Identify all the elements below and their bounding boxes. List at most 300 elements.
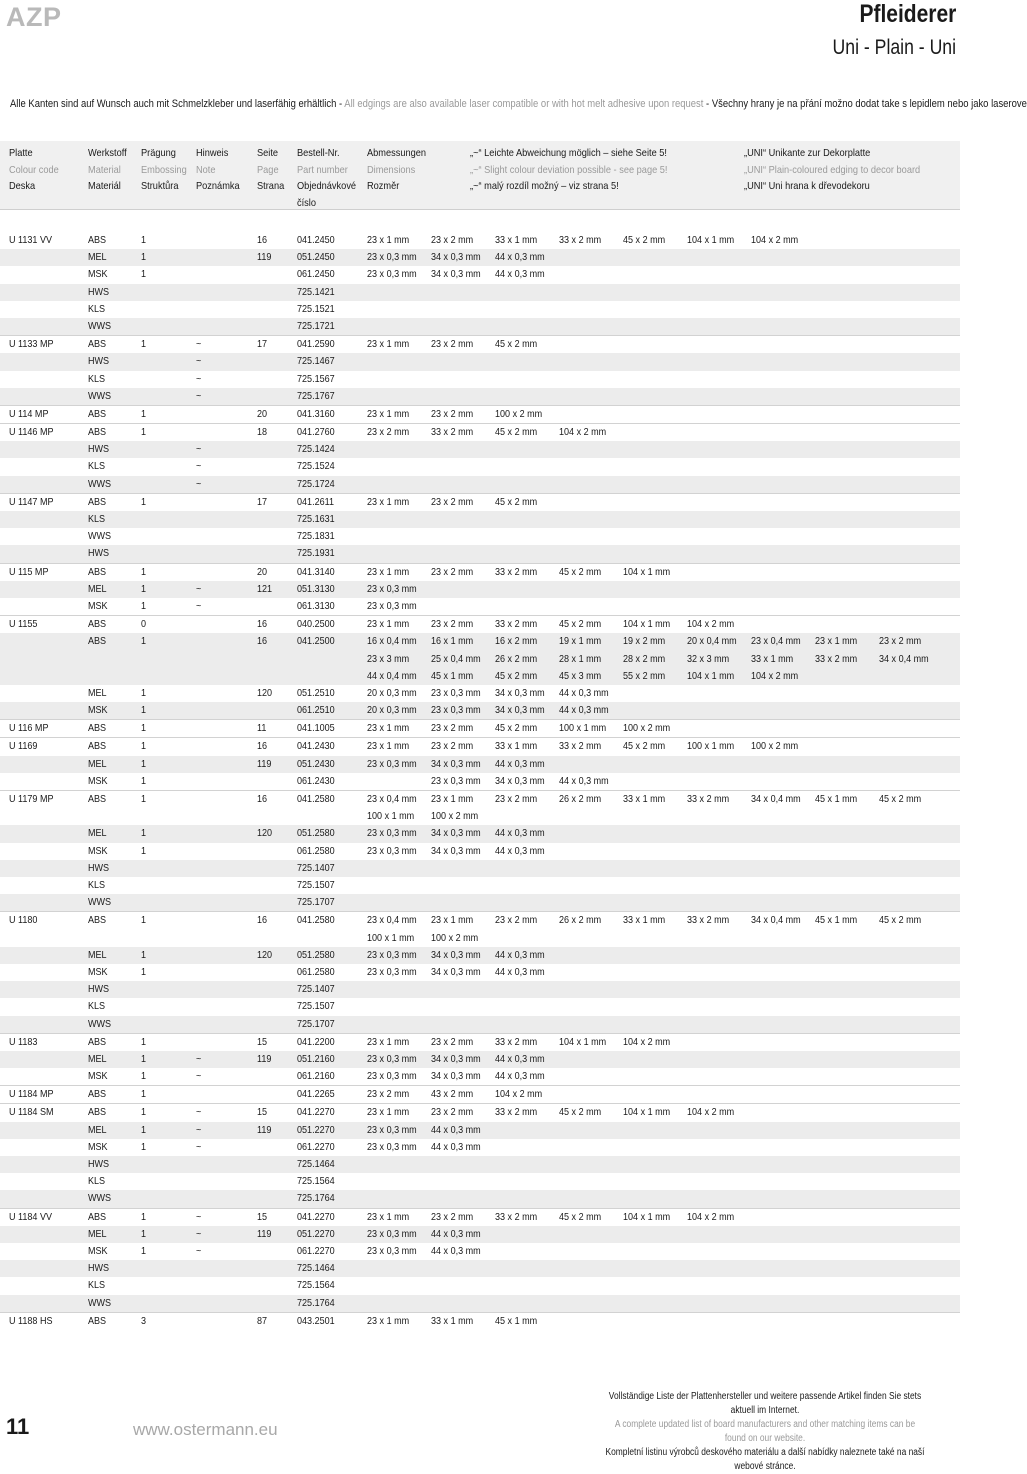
cell-dimension: 45 x 2 mm — [559, 565, 602, 578]
cell-dimension: 23 x 0,3 mm — [367, 582, 417, 595]
cell-colour-code: U 116 MP — [9, 722, 49, 735]
cell-colour-code: U 1188 HS — [9, 1314, 53, 1327]
note-cz: - Všechny hrany je na přání možno dodat take s lepidlem nebo jako laserove — [703, 98, 1027, 110]
cell-embossing: 1 — [141, 495, 147, 508]
cell-embossing: 1 — [141, 1227, 147, 1240]
cell-dimension: 23 x 1 mm — [367, 1035, 410, 1048]
cell-colour-code: U 114 MP — [9, 407, 49, 420]
cell-dimension: 26 x 2 mm — [559, 914, 602, 927]
cell-colour-code: U 1179 MP — [9, 793, 54, 806]
cell-note: ~ — [196, 355, 202, 368]
cell-dimension: 34 x 0,3 mm — [431, 251, 481, 264]
cell-dimension: 23 x 2 mm — [367, 426, 410, 439]
footer-info — [605, 1390, 924, 1474]
cell-material: MSK — [88, 1070, 108, 1083]
table-row — [0, 423, 960, 441]
cell-dimension: 45 x 2 mm — [623, 740, 666, 753]
cell-embossing: 1 — [141, 686, 147, 699]
cell-part-number: 725.1721 — [297, 319, 335, 332]
cell-embossing: 1 — [141, 407, 147, 420]
cell-material: MEL — [88, 1123, 107, 1136]
cell-material: MSK — [88, 1140, 108, 1153]
cell-dimension: 34 x 0,3 mm — [431, 1052, 481, 1065]
cell-dimension: 23 x 2 mm — [431, 740, 474, 753]
cell-embossing: 1 — [141, 1140, 147, 1153]
cell-dimension: 23 x 2 mm — [431, 1035, 474, 1048]
cell-page: 119 — [257, 251, 272, 264]
cell-dimension: 34 x 0,3 mm — [495, 686, 545, 699]
cell-part-number: 725.1831 — [297, 530, 335, 543]
cell-dimension: 44 x 0,3 mm — [495, 1052, 545, 1065]
cell-colour-code: U 1183 — [9, 1035, 38, 1048]
cell-dimension: 23 x 2 mm — [431, 618, 474, 631]
cell-dimension: 33 x 1 mm — [623, 793, 666, 806]
cell-dimension: 34 x 0,3 mm — [431, 965, 481, 978]
cell-material: MEL — [88, 251, 107, 264]
cell-material: ABS — [88, 722, 107, 735]
table-row — [0, 1139, 960, 1156]
cell-material: MSK — [88, 268, 108, 281]
cell-dimension: 23 x 1 mm — [367, 234, 410, 246]
table-row — [0, 911, 960, 946]
cell-embossing: 1 — [141, 1210, 147, 1223]
cell-dimension: 34 x 0,3 mm — [431, 844, 481, 857]
cell-page: 17 — [257, 495, 268, 508]
cell-dimension: 34 x 0,3 mm — [431, 1070, 481, 1083]
cell-dimension: 44 x 0,3 mm — [495, 1070, 545, 1083]
cell-material: ABS — [88, 426, 107, 439]
cell-page: 20 — [257, 565, 268, 578]
cell-material: ABS — [88, 565, 107, 578]
cell-part-number: 725.1931 — [297, 547, 335, 560]
legend-uni-note: „UNI“ Unikante zur Dekorplatte „UNI“ Plain-coloured edging to decor board „UNI“ Uni hrana k dřevodekoru — [744, 147, 921, 192]
cell-dimension: 104 x 1 mm — [687, 234, 735, 246]
cell-dimension: 23 x 0,3 mm — [367, 251, 417, 264]
page-subtitle: Uni - Plain - Uni — [832, 36, 956, 59]
website-link[interactable]: www.ostermann.eu — [133, 1420, 278, 1439]
cell-colour-code: U 1184 MP — [9, 1088, 54, 1101]
cell-dimension: 34 x 0,4 mm — [879, 652, 929, 665]
cell-dimension: 23 x 0,3 mm — [431, 774, 481, 787]
cell-page: 121 — [257, 582, 273, 595]
cell-material: MEL — [88, 686, 107, 699]
table-row — [0, 998, 960, 1015]
cell-dimension: 23 x 0,3 mm — [367, 1070, 417, 1083]
cell-material: MSK — [88, 599, 108, 612]
cell-page: 16 — [257, 740, 268, 753]
cell-part-number: 725.1631 — [297, 513, 335, 525]
cell-dimension: 33 x 2 mm — [495, 1210, 538, 1223]
cell-material: ABS — [88, 740, 107, 753]
cell-dimension: 33 x 1 mm — [495, 234, 538, 246]
table-row — [0, 581, 960, 598]
legend-page: Seite Page Strana — [257, 147, 285, 192]
cell-dimension: 23 x 0,3 mm — [367, 965, 417, 978]
table-row — [0, 232, 960, 249]
cell-colour-code: U 1155 — [9, 618, 38, 631]
table-row — [0, 371, 960, 388]
table-row — [0, 476, 960, 493]
cell-material: KLS — [88, 1000, 106, 1013]
cell-material: MSK — [88, 844, 108, 857]
cell-material: HWS — [88, 443, 110, 456]
cell-material: ABS — [88, 1210, 107, 1223]
cell-embossing: 1 — [141, 827, 147, 840]
cell-part-number: 051.2270 — [297, 1123, 335, 1136]
cell-material: WWS — [88, 319, 112, 332]
cell-dimension: 26 x 2 mm — [559, 793, 602, 806]
cell-dimension: 34 x 0,3 mm — [431, 948, 481, 961]
cell-material: MEL — [88, 757, 107, 770]
cell-part-number: 725.1421 — [297, 285, 335, 298]
cell-dimension: 100 x 1 mm — [559, 722, 607, 735]
cell-embossing: 0 — [141, 618, 147, 631]
cell-dimension: 23 x 0,3 mm — [367, 948, 417, 961]
cell-page: 15 — [257, 1106, 268, 1119]
cell-dimension: 34 x 0,3 mm — [431, 268, 481, 281]
column-legend — [0, 141, 960, 209]
cell-dimension: 104 x 1 mm — [623, 565, 671, 578]
table-row — [0, 790, 960, 825]
cell-part-number: 041.2580 — [297, 914, 335, 927]
cell-material: KLS — [88, 1175, 106, 1188]
cell-note: ~ — [196, 389, 202, 402]
cell-embossing: 1 — [141, 1106, 147, 1119]
table-row — [0, 249, 960, 266]
cell-part-number: 725.1767 — [297, 389, 335, 402]
cell-material: HWS — [88, 861, 110, 874]
cell-part-number: 725.1564 — [297, 1279, 335, 1292]
cell-dimension: 34 x 0,4 mm — [751, 793, 801, 806]
cell-embossing: 1 — [141, 1244, 147, 1257]
cell-dimension: 100 x 2 mm — [431, 931, 479, 944]
cell-dimension: 23 x 1 mm — [367, 565, 410, 578]
cell-dimension: 23 x 1 mm — [367, 407, 410, 420]
cell-material: ABS — [88, 407, 107, 420]
cell-part-number: 725.1564 — [297, 1175, 335, 1188]
cell-dimension: 33 x 2 mm — [495, 618, 538, 631]
cell-dimension: 33 x 2 mm — [495, 1106, 538, 1119]
cell-dimension: 45 x 2 mm — [495, 338, 538, 351]
cell-dimension: 33 x 1 mm — [495, 740, 538, 753]
cell-material: ABS — [88, 234, 107, 246]
cell-page: 16 — [257, 914, 268, 927]
cell-dimension: 23 x 1 mm — [367, 1314, 410, 1327]
table-row — [0, 1173, 960, 1190]
cell-embossing: 1 — [141, 1070, 147, 1083]
cell-material: ABS — [88, 1035, 107, 1048]
cell-dimension: 34 x 0,4 mm — [751, 914, 801, 927]
cell-embossing: 1 — [141, 914, 147, 927]
cell-dimension: 23 x 0,3 mm — [367, 757, 417, 770]
cell-part-number: 041.1005 — [297, 722, 335, 735]
cell-dimension: 34 x 0,3 mm — [431, 827, 481, 840]
cell-page: 16 — [257, 635, 268, 648]
table-row — [0, 335, 960, 353]
cell-part-number: 051.2450 — [297, 251, 335, 264]
edging-table — [0, 232, 960, 1330]
cell-note: ~ — [196, 1070, 202, 1083]
cell-dimension: 44 x 0,3 mm — [495, 268, 545, 281]
cell-dimension: 45 x 2 mm — [623, 234, 666, 246]
cell-embossing: 1 — [141, 793, 147, 806]
table-row — [0, 756, 960, 773]
table-row — [0, 843, 960, 860]
cell-dimension: 23 x 2 mm — [879, 635, 922, 648]
table-row — [0, 301, 960, 318]
cell-page: 16 — [257, 234, 268, 246]
cell-material: MEL — [88, 1227, 107, 1240]
cell-material: WWS — [88, 389, 112, 402]
cell-dimension: 44 x 0,3 mm — [431, 1123, 481, 1136]
cell-part-number: 061.3130 — [297, 599, 335, 612]
cell-material: HWS — [88, 547, 110, 560]
cell-dimension: 23 x 0,4 mm — [367, 793, 417, 806]
cell-material: HWS — [88, 1262, 110, 1275]
table-row — [0, 981, 960, 998]
cell-page: 16 — [257, 793, 268, 806]
cell-embossing: 1 — [141, 338, 147, 351]
cell-part-number: 051.2160 — [297, 1052, 335, 1065]
table-row — [0, 441, 960, 458]
cell-material: WWS — [88, 477, 112, 490]
table-row — [0, 1051, 960, 1068]
cell-dimension: 45 x 1 mm — [431, 669, 474, 682]
cell-material: ABS — [88, 338, 107, 351]
cell-dimension: 44 x 0,3 mm — [559, 704, 609, 717]
cell-dimension: 23 x 2 mm — [431, 722, 474, 735]
note-de: Alle Kanten sind auf Wunsch auch mit Schmelzkleber und laserfähig erhältlich - — [10, 98, 345, 110]
table-row — [0, 719, 960, 737]
cell-page: 120 — [257, 948, 273, 961]
cell-dimension: 104 x 1 mm — [687, 669, 735, 682]
cell-colour-code: U 1131 VV — [9, 234, 53, 246]
cell-embossing: 1 — [141, 704, 147, 717]
cell-embossing: 1 — [141, 844, 147, 857]
cell-part-number: 061.2510 — [297, 704, 335, 717]
cell-dimension: 23 x 0,3 mm — [367, 827, 417, 840]
cell-page: 87 — [257, 1314, 268, 1327]
table-row — [0, 598, 960, 615]
cell-material: ABS — [88, 1314, 107, 1327]
cell-page: 15 — [257, 1210, 268, 1223]
table-row — [0, 1068, 960, 1085]
cell-dimension: 45 x 2 mm — [879, 914, 922, 927]
cell-dimension: 16 x 0,4 mm — [367, 635, 417, 648]
cell-note: ~ — [196, 1140, 202, 1153]
cell-dimension: 45 x 2 mm — [559, 618, 602, 631]
cell-dimension: 23 x 1 mm — [367, 338, 410, 351]
cell-embossing: 1 — [141, 1088, 147, 1101]
cell-material: ABS — [88, 618, 107, 631]
cell-part-number: 725.1567 — [297, 372, 335, 385]
table-row — [0, 894, 960, 911]
cell-part-number: 061.2580 — [297, 844, 335, 857]
cell-colour-code: U 1146 MP — [9, 426, 54, 439]
table-row — [0, 545, 960, 562]
cell-material: MEL — [88, 582, 107, 595]
page-number: 11 — [6, 1414, 30, 1439]
cell-dimension: 23 x 0,3 mm — [367, 1140, 417, 1153]
cell-material: HWS — [88, 355, 110, 368]
cell-dimension: 23 x 1 mm — [815, 635, 858, 648]
legend-deviation-note: „~“ Leichte Abweichung möglich – siehe Seite 5! „~“ Slight colour deviation possible - see page 5! „~“ malý rozdíl možný – viz strana 5! — [470, 147, 668, 192]
cell-dimension: 104 x 2 mm — [687, 1210, 735, 1223]
cell-dimension: 34 x 0,3 mm — [495, 704, 545, 717]
cell-dimension: 45 x 1 mm — [815, 914, 858, 927]
cell-dimension: 104 x 2 mm — [751, 669, 799, 682]
cell-dimension: 104 x 2 mm — [495, 1088, 543, 1101]
cell-embossing: 1 — [141, 948, 147, 961]
legend-colour-code: Platte Colour code Deska — [9, 147, 59, 192]
cell-dimension: 23 x 1 mm — [431, 914, 474, 927]
cell-dimension: 23 x 0,3 mm — [367, 1123, 417, 1136]
cell-dimension: 32 x 3 mm — [687, 652, 730, 665]
cell-dimension: 23 x 0,3 mm — [367, 599, 417, 612]
cell-part-number: 725.1424 — [297, 443, 335, 456]
cell-material: KLS — [88, 372, 106, 385]
cell-embossing: 1 — [141, 740, 147, 753]
cell-dimension: 104 x 1 mm — [623, 1210, 671, 1223]
cell-note: ~ — [196, 582, 202, 595]
cell-dimension: 33 x 2 mm — [687, 914, 730, 927]
cell-dimension: 34 x 0,3 mm — [495, 774, 545, 787]
table-row — [0, 563, 960, 581]
legend-part-number: Bestell-Nr. Part number Objednávkové číslo — [297, 147, 357, 209]
cell-dimension: 19 x 1 mm — [559, 635, 602, 648]
cell-material: KLS — [88, 302, 106, 315]
cell-dimension: 44 x 0,3 mm — [495, 251, 545, 264]
cell-part-number: 725.1467 — [297, 355, 335, 368]
cell-dimension: 44 x 0,4 mm — [367, 669, 417, 682]
cell-material: WWS — [88, 1017, 112, 1030]
cell-material: WWS — [88, 896, 112, 909]
cell-note: ~ — [196, 1210, 202, 1223]
cell-material: MSK — [88, 704, 108, 717]
cell-note: ~ — [196, 443, 202, 456]
cell-embossing: 1 — [141, 1123, 147, 1136]
cell-dimension: 33 x 2 mm — [559, 740, 602, 753]
table-row — [0, 1295, 960, 1312]
cell-dimension: 20 x 0,4 mm — [687, 635, 737, 648]
cell-material: KLS — [88, 1279, 106, 1292]
cell-dimension: 100 x 1 mm — [367, 810, 415, 823]
cell-dimension: 23 x 0,3 mm — [367, 844, 417, 857]
cell-dimension: 45 x 2 mm — [559, 1210, 602, 1223]
cell-material: MEL — [88, 1052, 107, 1065]
cell-dimension: 20 x 0,3 mm — [367, 704, 417, 717]
cell-page: 11 — [257, 722, 267, 735]
table-row — [0, 353, 960, 370]
cell-dimension: 44 x 0,3 mm — [495, 844, 545, 857]
cell-part-number: 041.2580 — [297, 793, 335, 806]
cell-part-number: 041.3160 — [297, 407, 335, 420]
cell-material: MSK — [88, 965, 108, 978]
cell-material: ABS — [88, 495, 107, 508]
table-row — [0, 1243, 960, 1260]
cell-note: ~ — [196, 477, 202, 490]
cell-colour-code: U 1184 VV — [9, 1210, 53, 1223]
cell-material: ABS — [88, 1088, 107, 1101]
table-row — [0, 458, 960, 475]
cell-colour-code: U 1147 MP — [9, 495, 54, 508]
cell-material: ABS — [88, 635, 107, 648]
table-row — [0, 405, 960, 423]
table-row — [0, 1312, 960, 1330]
table-row — [0, 877, 960, 894]
cell-embossing: 1 — [141, 757, 147, 770]
table-row — [0, 964, 960, 981]
cell-dimension: 33 x 2 mm — [495, 565, 538, 578]
cell-dimension: 100 x 2 mm — [751, 740, 799, 753]
cell-part-number: 725.1464 — [297, 1262, 335, 1275]
cell-colour-code: U 1169 — [9, 740, 38, 753]
cell-part-number: 725.1521 — [297, 302, 335, 315]
table-row — [0, 737, 960, 755]
cell-dimension: 45 x 2 mm — [879, 793, 922, 806]
cell-dimension: 23 x 2 mm — [367, 1088, 410, 1101]
cell-material: ABS — [88, 1106, 107, 1119]
cell-dimension: 23 x 1 mm — [367, 495, 410, 508]
cell-dimension: 23 x 0,3 mm — [431, 686, 481, 699]
cell-dimension: 44 x 0,3 mm — [495, 948, 545, 961]
cell-part-number: 051.2580 — [297, 827, 335, 840]
cell-note: ~ — [196, 1106, 202, 1119]
cell-dimension: 26 x 2 mm — [495, 652, 538, 665]
cell-page: 20 — [257, 407, 268, 420]
cell-part-number: 041.2611 — [297, 495, 334, 508]
cell-dimension: 23 x 2 mm — [431, 1210, 474, 1223]
cell-dimension: 23 x 1 mm — [431, 793, 474, 806]
table-row — [0, 633, 960, 685]
cell-material: KLS — [88, 513, 106, 525]
cell-part-number: 725.1707 — [297, 896, 335, 909]
cell-page: 119 — [257, 1052, 272, 1065]
cell-part-number: 051.3130 — [297, 582, 335, 595]
cell-dimension: 23 x 2 mm — [431, 234, 474, 246]
cell-dimension: 45 x 2 mm — [495, 722, 538, 735]
cell-part-number: 041.3140 — [297, 565, 335, 578]
cell-dimension: 33 x 2 mm — [559, 234, 602, 246]
cell-note: ~ — [196, 599, 202, 612]
cell-dimension: 44 x 0,3 mm — [559, 686, 609, 699]
cell-dimension: 33 x 2 mm — [687, 793, 730, 806]
cell-colour-code: U 1180 — [9, 914, 38, 927]
cell-material: KLS — [88, 878, 106, 891]
cell-dimension: 23 x 0,4 mm — [751, 635, 801, 648]
cell-dimension: 100 x 2 mm — [431, 810, 479, 823]
table-row — [0, 1033, 960, 1051]
table-row — [0, 1016, 960, 1033]
cell-page: 120 — [257, 686, 273, 699]
cell-part-number: 051.2430 — [297, 757, 335, 770]
cell-part-number: 041.2270 — [297, 1210, 335, 1223]
cell-material: MEL — [88, 948, 107, 961]
table-row — [0, 511, 960, 528]
cell-dimension: 23 x 1 mm — [367, 618, 410, 631]
cell-dimension: 23 x 3 mm — [367, 652, 410, 665]
cell-dimension: 23 x 1 mm — [367, 722, 410, 735]
cell-dimension: 104 x 2 mm — [687, 1106, 735, 1119]
table-row — [0, 1122, 960, 1139]
cell-colour-code: U 1133 MP — [9, 338, 54, 351]
cell-page: 17 — [257, 338, 268, 351]
table-row — [0, 388, 960, 405]
cell-part-number: 061.2430 — [297, 774, 335, 787]
table-row — [0, 773, 960, 790]
table-row — [0, 1085, 960, 1103]
cell-dimension: 45 x 2 mm — [495, 495, 538, 508]
